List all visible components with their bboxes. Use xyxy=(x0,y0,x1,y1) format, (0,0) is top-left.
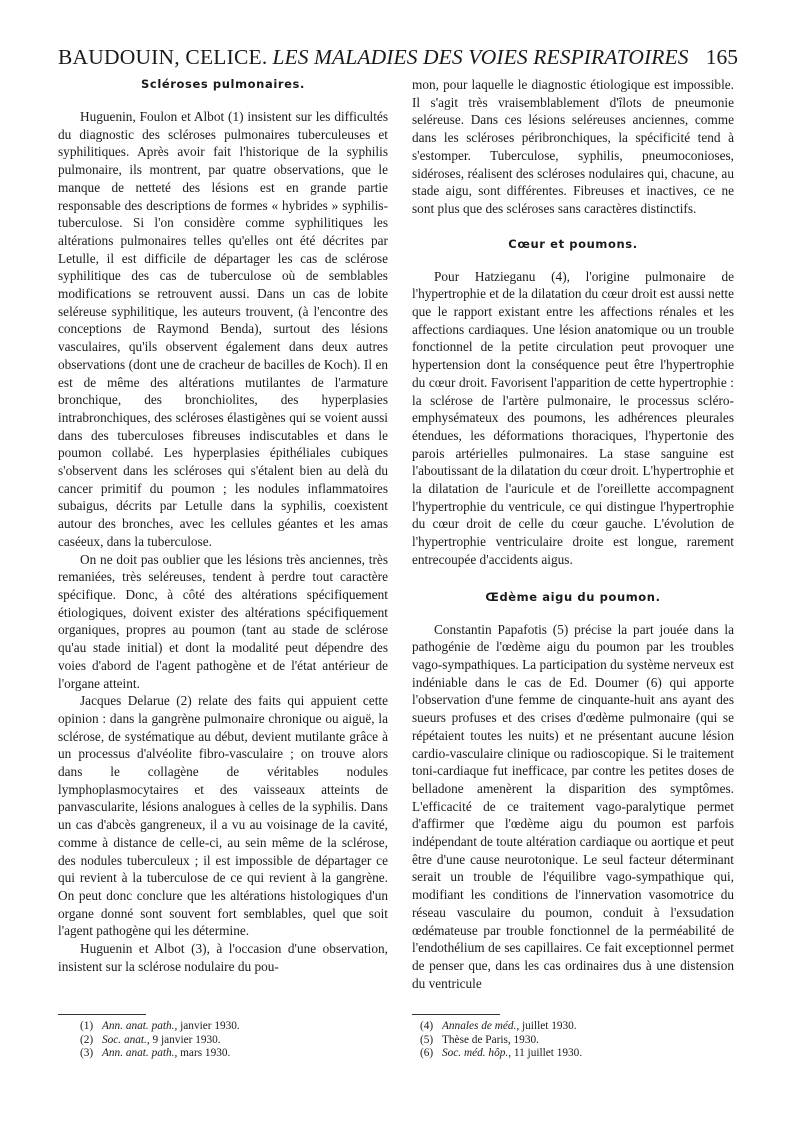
paragraph-lesions-anciennes: On ne doit pas oublier que les lésions très anciennes, très remaniées, très seléreuses, tendent à perdre tout caractère spécifique. Donc, à côté des altérations spécifiquement étiologiques, doivent exister des altérations spécifiquement organiques, propres au poumon (tant au stade de sclérose qu'au stade initial) et dont la modalité peut dépendre des voies d'abord de l'agent pathogène et de l'état antérieur de l'organe atteint. xyxy=(58,551,388,691)
running-header xyxy=(58,40,738,74)
paragraph-huguenin-foulon-albot: Huguenin, Foulon et Albot (1) insistent sur les difficultés du diagnostic des scléroses pulmonaires tuberculeuses et syphilitiques. Après avoir fait l'historique de la syphilis pulmonaire, ils montrent, par quatre observations, que le manque de netteté des lésions est en grande partie responsable des descriptions de formes « hybrides » syphilis-tuberculose. Si l'on considère comme syphilitiques les altérations pulmonaires telles qu'elles ont été décrites par Letulle, il est difficile de départager les cas de sclérose syphilitique des cas de tuberculose où de semblables modifications se retrouvent aussi. Dans un cas de lobite seléreuse syphilitique, les auteurs trouvent, (à l'encontre des conceptions de Raymond Benda), surtout des lésions vasculaires, qu'ils observent également dans deux autres observations (dont une de cracheur de bacilles de Koch). Il en est de même des altérations mutilantes de l'armature bronchique, des bronchiolites, des hyperplasies intrabronchiques, des scléroses élastigènes qui se voient aussi dans des tuberculoses fibreuses indiscutables et dans le poumon collabé. Les hyperplasies épithéliales cubiques s'observent dans les scléroses qui s'étalent bien au delà du cancer primitif du poumon ; les nodules inflammatoires subaigus, décrits par Letulle dans la syphilis, coexistent autour des bronches, avec les cellules géantes et les amas caséeux, dans la tuberculose. xyxy=(58,109,388,549)
header-title: LES MALADIES DES VOIES RESPIRATOIRES xyxy=(272,45,689,69)
paragraph-delarue: Jacques Delarue (2) relate des faits qui appuient cette opinion : dans la gangrène pulmonaire chronique ou aiguë, la sclérose, de systématique au début, devient mutilante grâce à un processus d'alvéolite fibro-vasculaire ; on trouve alors dans le collagène de véritables nodules lymphoplasmocytaires et des vaisseaux atteints de panvascularite, lésions analogues à celles de la syphilis. Dans un cas d'abcès gangreneux, il a vu au voisinage de la cavité, comme à distance de celle-ci, au sein même de la sclérose, des nodules tuberculeux ; il est impossible de départager ce qui revient à la tuberculose de ce qui revient à la gangrène. On peut donc conclure que les altérations histologiques d'un organe donné sont souvent fort semblables, quel que soit l'agent pathogène qui les détermine. xyxy=(58,693,388,939)
footnote: (6) Soc. méd. hôp., 11 juillet 1930. xyxy=(420,1047,583,1060)
header-author: BAUDOUIN, CELICE. xyxy=(58,45,268,69)
footnote-rule-right xyxy=(412,1014,500,1015)
footnote-rule-left xyxy=(58,1014,146,1015)
footnote: (5) Thèse de Paris, 1930. xyxy=(420,1033,539,1046)
footnote: (3) Ann. anat. path., mars 1930. xyxy=(80,1047,231,1060)
footnote: (1) Ann. anat. path., janvier 1930. xyxy=(80,1020,240,1032)
footnote: (2) Soc. anat., 9 janvier 1930. xyxy=(80,1033,221,1046)
footnote: (4) Annales de méd., juillet 1930. xyxy=(420,1020,577,1032)
footnotes-left xyxy=(80,1020,240,1061)
paragraph-continuation: mon, pour laquelle le diagnostic étiologique est impossible. Il s'agit très vraisemblablement d'îlots de pneumonie seléreuse. Dans ces lésions seléreuses anciennes, comme dans les scléroses péribronchiques, la spécificité tend à s'estomper. Tuberculose, syphilis, pneumoconioses, sidéroses, réalisent des scléroses nodulaires qui, chacune, au stade aigu, sont différentes. Fibreuses et inactives, ce ne sont plus que des scléroses sans caractères distinctifs. xyxy=(412,77,734,216)
right-column xyxy=(412,76,734,992)
paragraph-papafotis: Constantin Papafotis (5) précise la part jouée dans la pathogénie de l'œdème aigu du poumon par les troubles vago-sympathiques. La participation du système nerveux est indéniable dans le cas de Ed. Doumer (6) qui apporte l'observation d'une femme de cinquante-huit ans ayant des sueurs profuses et des crises d'œdème pulmonaire (qui se répétaient toutes les nuits) et ne présentant aucune lésion cardio-vasculaire clinique ou radioscopique. Si le traitement toni-cardiaque fut inefficace, par contre les petites doses de belladone amenèrent la disparition des symptômes. L'efficacité de ce traitement vago-paralytique permet d'affirmer que l'œdème aigu du poumon est parfois indépendant de toute altération cardiaque ou aortique et peut être d'une cause neurotonique. Le seul facteur déterminant serait un trouble de l'équilibre vago-sympathique qui, modifiant les conditions de l'innervation vasomotrice du réseau vasculaire du poumon, conduit à l'exsudation œdémateuse par trouble fonctionnel de la perméabilité de l'endothélium de ses capillaires. Ce fait exceptionnel permet de penser que, dans les cas ordinaires dus à une distension du ventricule xyxy=(412,621,734,991)
section-heading-scleroses: Scléroses pulmonaires. xyxy=(141,77,305,91)
left-column xyxy=(58,76,388,975)
section-heading-oedeme: Œdème aigu du poumon. xyxy=(485,589,661,604)
footnotes-right xyxy=(420,1020,582,1061)
page-number: 165 xyxy=(705,45,738,69)
paragraph-hatzieganu: Pour Hatzieganu (4), l'origine pulmonaire de l'hypertrophie et de la dilatation du cœur droit est aussi nette que le rapport existant entre les affections rénales et les affections cardiaques. Une lésion anatomique ou un trouble fonctionnel de la petite circulation peut provoquer une hypertension dont la conséquence peut être l'hypertrophie du cœur droit. Favorisent l'apparition de cette hypertrophie : la sclérose de l'artère pulmonaire, le processus scléro-emphysémateux des poumons, les adhérences pleurales étendues, les déformations thoraciques, l'hypertonie des parois artérielles pulmonaires. La stase sanguine est l'aboutissant de la dilatation du cœur droit. L'hypertrophie et la dilatation de l'auricule et de l'oreillette accompagnent l'hypertrophie du ventricule, ce qui distingue l'hypertrophie du cœur droit de celle du cœur gauche. L'évolution de l'hypertrophie ventriculaire droite est longue, rarement entrecoupée d'accidents aigus. xyxy=(412,268,734,567)
paragraph-huguenin-albot: Huguenin et Albot (3), à l'occasion d'une observation, insistent sur la sclérose nodulaire du pou- xyxy=(58,941,388,974)
section-heading-coeur-poumons: Cœur et poumons. xyxy=(508,236,638,251)
